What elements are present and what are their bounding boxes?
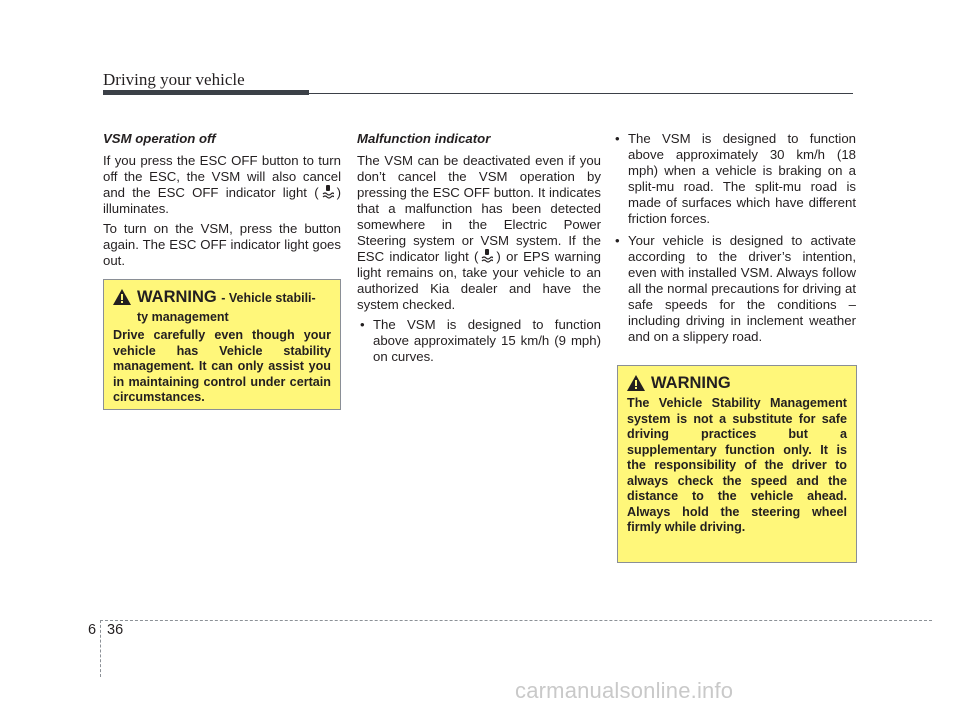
- warning-title: WARNING: [651, 374, 731, 392]
- malfunction-paragraph: [357, 153, 601, 313]
- section-number: 6: [88, 622, 97, 638]
- vsm-off-text-b: ) illuminates.: [103, 185, 341, 216]
- warning-title: WARNING: [137, 288, 217, 306]
- footer-rule: [100, 620, 932, 621]
- bullet-item: • The VSM is designed to function above approximately 30 km/h (18 mph) when a vehicle is braking on a split-mu road. The split-mu road is made of surfaces which have different friction forces.: [612, 131, 856, 227]
- warning-box-vsm-substitute: [617, 365, 857, 563]
- page-number: 36: [107, 622, 124, 638]
- vsm-off-paragraph: [103, 153, 341, 217]
- warning-subtitle: - Vehicle stabili-: [221, 291, 316, 305]
- warning-triangle-icon: [113, 289, 131, 305]
- warning-triangle-icon: [627, 375, 645, 391]
- footer-divider: [100, 620, 101, 677]
- warning-header: [627, 374, 847, 394]
- section-heading-malfunction: Malfunction indicator: [357, 131, 491, 146]
- page-header-title: Driving your vehicle: [103, 70, 245, 89]
- column-right: [612, 131, 856, 351]
- column-left: [103, 131, 341, 273]
- esc-indicator-icon: [481, 249, 493, 263]
- warning-text: Drive carefully even though your vehicle has Vehicle stability management. It can only assist you in maintaining control under certain circumstances.: [113, 328, 331, 404]
- esc-off-indicator-icon: [322, 185, 334, 199]
- malfunction-text-b: ) or EPS warning light remains on, take your vehicle to an authorized Kia dealer and have the system checked.: [357, 249, 601, 312]
- column-middle: [357, 131, 601, 371]
- header-rule: [309, 93, 853, 94]
- bullet-item: • Your vehicle is designed to activate according to the driver’s intention, even with installed VSM. Always follow all the normal precautions for driving at safe speeds for the conditions – including driving in inclement weather and on a slippery road.: [612, 233, 856, 345]
- vsm-off-text-a: If you press the ESC OFF button to turn off the ESC, the VSM will also cancel and the ESC OFF indicator light (: [103, 153, 341, 200]
- warning-header: [113, 288, 331, 308]
- watermark: carmanualsonline.info: [515, 678, 734, 703]
- header-bar: [103, 90, 309, 95]
- warning-text: The Vehicle Stability Management system is not a substitute for safe driving practices but a supplementary function only. It is the responsibility of the driver to always check the speed and the distance to the vehicle ahead. Always hold the steering wheel firmly while driving.: [627, 396, 847, 534]
- section-heading-vsm-off: VSM operation off: [103, 131, 216, 146]
- warning-box-vehicle-stability: [103, 279, 341, 410]
- warning-subtitle-cont: ty management: [137, 310, 229, 324]
- vsm-on-paragraph: To turn on the VSM, press the button again. The ESC OFF indicator light goes out.: [103, 221, 341, 268]
- malfunction-text-a: The VSM can be deactivated even if you don’t cancel the VSM operation by pressing the ESC OFF button. It indicates that a malfunction has been detected somewhere in the Electric Power Steering system or VSM system. If the ESC indicator light (: [357, 153, 601, 264]
- bullet-item: • The VSM is designed to function above approximately 15 km/h (9 mph) on curves.: [357, 317, 601, 365]
